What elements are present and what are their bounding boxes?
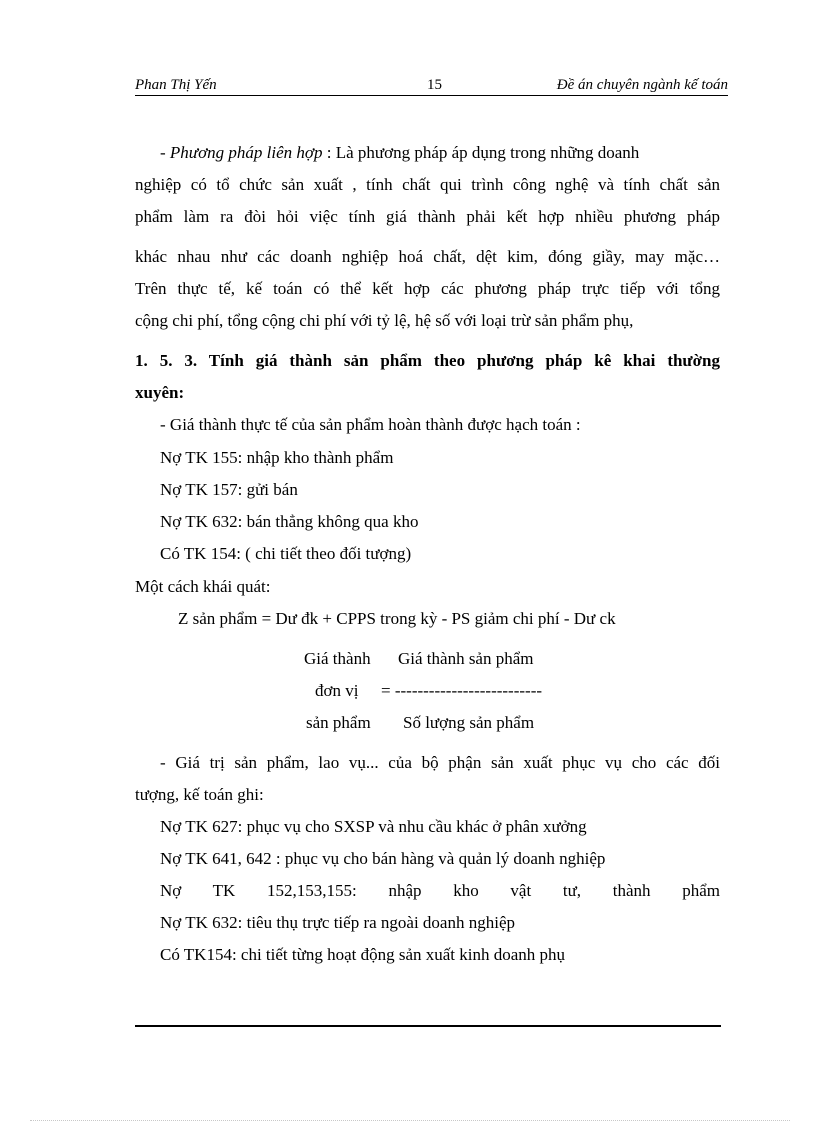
journal-entry: Nợ TK 152,153,155: nhập kho vật tư, thành phẩm — [160, 881, 720, 900]
paragraph-line: tượng, kế toán ghi: — [135, 785, 264, 804]
unit-cost-label: sản phẩm — [306, 713, 371, 732]
unit-cost-numerator: Giá thành sản phẩm — [398, 649, 534, 668]
journal-entry: Nợ TK 157: gửi bán — [160, 480, 298, 499]
unit-cost-denominator: Số lượng sản phẩm — [403, 713, 535, 732]
method-term: Phương pháp liên hợp — [169, 143, 327, 162]
section-heading-cont: xuyên: — [135, 383, 185, 402]
journal-entry: Nợ TK 632: tiêu thụ trực tiếp ra ngoài doanh nghiệp — [160, 913, 515, 932]
footer-rule — [135, 1025, 721, 1027]
header-document-title: Đề án chuyên ngành kế toán — [556, 77, 728, 93]
page-header — [135, 77, 728, 97]
entries-intro: - Giá thành thực tế của sản phẩm hoàn thành được hạch toán : — [160, 415, 581, 434]
journal-entry: Nợ TK 632: bán thẳng không qua kho — [160, 512, 419, 531]
paragraph-text: : Là phương pháp áp dụng trong những doanh — [326, 143, 640, 162]
journal-entry: Nợ TK 641, 642 : phục vụ cho bán hàng và quản lý doanh nghiệp — [160, 849, 606, 868]
journal-entry: Có TK154: chi tiết từng hoạt động sản xuất kinh doanh phụ — [160, 945, 566, 964]
paragraph-line: khác nhau như các doanh nghiệp hoá chất, dệt kim, đóng giầy, may mặc… — [135, 247, 720, 266]
unit-cost-label: đơn vị — [315, 681, 359, 700]
unit-cost-label: Giá thành — [304, 649, 371, 668]
fraction-bar: = -------------------------- — [381, 681, 543, 700]
page-number: 15 — [427, 77, 442, 93]
paragraph-line: cộng chi phí, tổng cộng chi phí với tỷ lệ, hệ số với loại trừ sản phẩm phụ, — [135, 311, 634, 330]
paragraph-line: phẩm làm ra đòi hỏi việc tính giá thành phải kết hợp nhiều phương pháp — [135, 207, 720, 226]
paragraph-line: Trên thực tế, kế toán có thể kết hợp các phương pháp trực tiếp với tổng — [135, 279, 720, 298]
paragraph-line: nghiệp có tổ chức sản xuất , tính chất qui trình công nghệ và tính chất sản — [135, 175, 720, 194]
journal-entry: Nợ TK 155: nhập kho thành phẩm — [160, 448, 394, 467]
journal-entry: Có TK 154: ( chi tiết theo đối tượng) — [160, 544, 412, 563]
bullet: - — [160, 143, 170, 162]
general-label: Một cách khái quát: — [135, 577, 271, 596]
paragraph-line — [160, 143, 720, 163]
paragraph-line: - Giá trị sản phẩm, lao vụ... của bộ phận sản xuất phục vụ cho các đối — [160, 753, 720, 772]
journal-entry: Nợ TK 627: phục vụ cho SXSP và nhu cầu khác ở phân xưởng — [160, 817, 587, 836]
section-heading: 1. 5. 3. Tính giá thành sản phẩm theo phương pháp kê khai thường — [135, 351, 720, 370]
header-rule — [135, 95, 728, 96]
cost-formula: Z sản phẩm = Dư đk + CPPS trong kỳ - PS giảm chi phí - Dư ck — [178, 609, 616, 628]
page-edge — [30, 1120, 790, 1121]
header-author: Phan Thị Yến — [135, 77, 217, 93]
